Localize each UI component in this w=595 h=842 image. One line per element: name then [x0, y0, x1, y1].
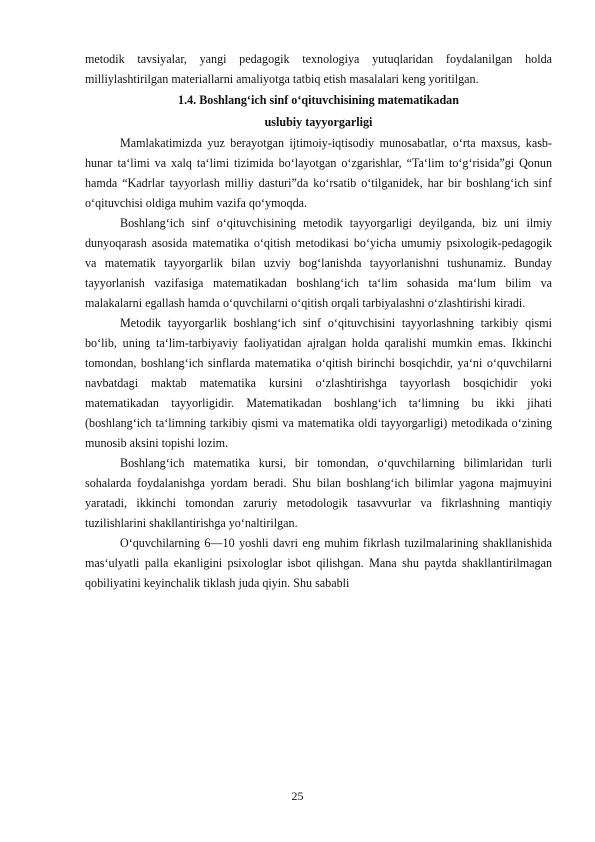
paragraph-4: Boshlang‘ich matematika kursi, bir tomondan, o‘quvchilarning bilimlaridan turli sohalarda foydalanishga yordam beradi. Shu bilan boshlang‘ich bilimlar yagona majmuyini yaratadi, ikkinchi tomondan zaruriy metodologik tasavvurlar va fikrlashning mantiqiy tuzilishlarini shakllantirishga yo‘naltirilgan.	[85, 456, 552, 530]
page-number: 25	[291, 789, 304, 803]
section-heading	[85, 89, 552, 133]
intro-paragraph: metodik tavsiyalar, yangi pedagogik texnologiya yutuqlaridan foydalanilgan holda milliylashtirilgan materiallarni amaliyotga tatbiq etish masalalari keng yoritilgan.	[85, 52, 552, 86]
paragraph-2: Boshlang‘ich sinf o‘qituvchisining metodik tayyorgarligi deyilganda, biz uni ilmiy dunyoqarash asosida matematika o‘qitish metodikasi bo‘yicha umumiy psixologik-pedagogik va matematik tayyorgarlik bilan uzviy bog‘lanishda tayyorlanishni tushunamiz. Bunday tayyorlanish vazifasiga matematikadan boshlang‘ich ta‘lim sohasida ma‘lum bilim va malakalarni egallash hamda o‘quvchilarni o‘qitish orqali tarbiyalashni o‘zlashtirishi kiradi.	[85, 216, 552, 310]
paragraph-1: Mamlakatimizda yuz berayotgan ijtimoiy-iqtisodiy munosabatlar, o‘rta maxsus, kasb-hunar ta‘limi va xalq ta‘limi tizimida bo‘layotgan o‘zgarishlar, “Ta‘lim to‘g‘risida”gi Qonun hamda “Kadrlar tayyorlash milliy dasturi”da ko‘rsatib o‘tilganidek, har bir boshlang‘ich sinf o‘qituvchisi oldiga muhim vazifa qo‘ymoqda.	[85, 136, 552, 210]
page-body	[85, 49, 552, 593]
paragraph-3: Metodik tayyorgarlik boshlang‘ich sinf o‘qituvchisini tayyorlashning tarkibiy qismi bo‘lib, uning ta‘lim-tarbiyaviy faoliyatidan ajralgan holda qaralishi mumkin emas. Ikkinchi tomondan, boshlang‘ich sinflarda matematika o‘qitish birinchi bosqichdir, ya‘ni o‘quvchilarni navbatdagi maktab matematika kursini o‘zlashtirishga tayyorlash bosqichidir yoki matematikadan tayyorligidir. Matematikadan boshlang‘ich ta‘limning bu ikki jihati (boshlang‘ich ta‘limning tarkibiy qismi va matematika oldi tayyorgarligi) metodikada o‘zining munosib aksini topishi lozim.	[85, 316, 552, 450]
section-heading-line-1: 1.4. Boshlang‘ich sinf o‘qituvchisining matematikadan	[178, 93, 459, 107]
paragraph-5: O‘quvchilarning 6—10 yoshli davri eng muhim fikrlash tuzilmalarining shakllanishida mas‘ulyatli palla ekanligini psixologlar isbot qilishgan. Mana shu paytda shakllantirilmagan qobiliyatini keyinchalik tiklash juda qiyin. Shu sababli	[85, 536, 552, 590]
section-heading-line-2: uslubiy tayyorgarligi	[264, 115, 373, 129]
